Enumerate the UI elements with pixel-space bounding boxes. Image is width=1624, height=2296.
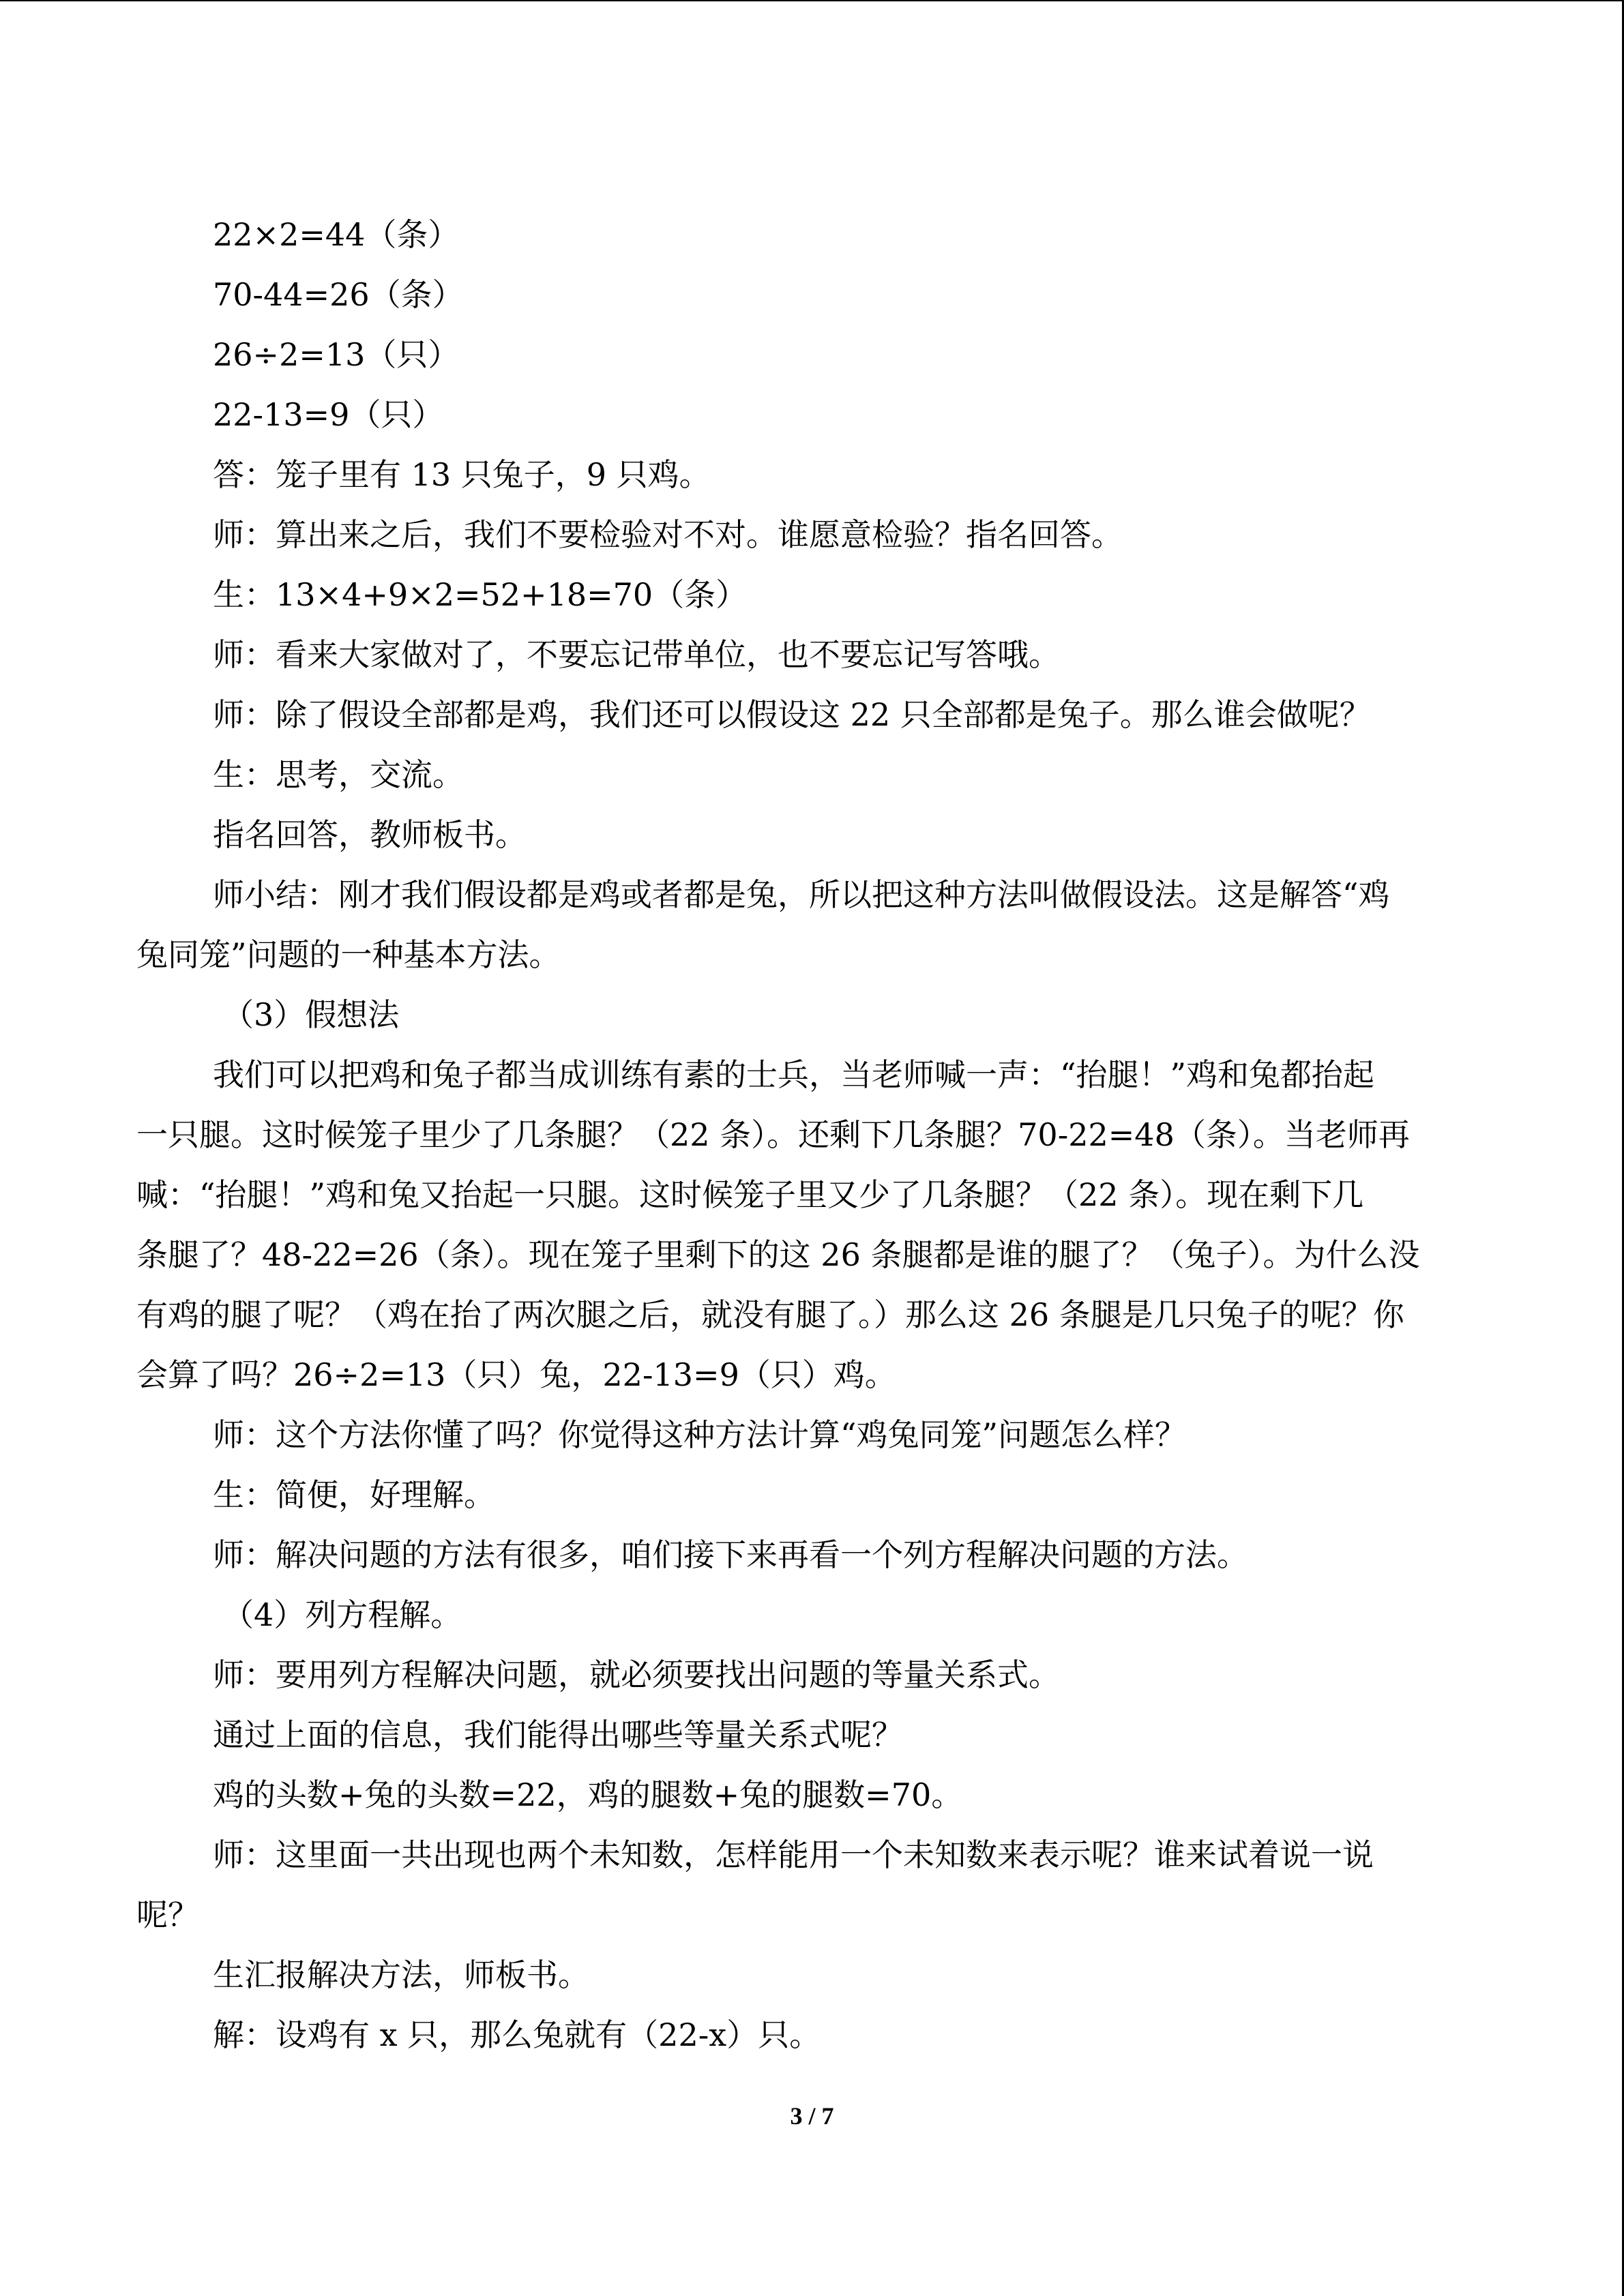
- paragraph-line: 生汇报解决方法，师板书。: [213, 1956, 589, 1993]
- paragraph-line: 呢？: [136, 1896, 199, 1933]
- paragraph-line: 22-13=9（只）: [213, 396, 444, 433]
- paragraph-line: 师：看来大家做对了，不要忘记带单位，也不要忘记写答哦。: [213, 636, 1060, 673]
- paragraph-line: 师：这里面一共出现也两个未知数，怎样能用一个未知数来表示呢？谁来试着说一说: [213, 1836, 1374, 1873]
- paragraph-line: 26÷2=13（只）: [213, 336, 460, 373]
- paragraph-line: 有鸡的腿了呢？（鸡在抬了两次腿之后，就没有腿了。）那么这 26 条腿是几只兔子的呢？你: [136, 1296, 1404, 1333]
- page-top-border: [0, 0, 1624, 1]
- paragraph-line: 师：要用列方程解决问题，就必须要找出问题的等量关系式。: [213, 1656, 1060, 1693]
- paragraph-line: 通过上面的信息，我们能得出哪些等量关系式呢？: [213, 1716, 903, 1753]
- page-number: 3 / 7: [790, 2102, 834, 2130]
- paragraph-line: 喊：“抬腿！”鸡和兔又抬起一只腿。这时候笼子里又少了几条腿？（22 条）。现在剩下几: [136, 1176, 1364, 1213]
- paragraph-line: 师：算出来之后，我们不要检验对不对。谁愿意检验？指名回答。: [213, 516, 1123, 553]
- paragraph-line: 70-44=26（条）: [213, 276, 464, 313]
- paragraph-line: 兔同笼”问题的一种基本方法。: [136, 936, 561, 973]
- section-heading: （4）列方程解。: [222, 1596, 462, 1633]
- paragraph-line: 师：这个方法你懂了吗？你觉得这种方法计算“鸡兔同笼”问题怎么样？: [213, 1416, 1187, 1453]
- paragraph-line: 指名回答，教师板书。: [213, 816, 527, 853]
- paragraph-line: 师：解决问题的方法有很多，咱们接下来再看一个列方程解决问题的方法。: [213, 1536, 1248, 1573]
- paragraph-line: 鸡的头数+兔的头数=22，鸡的腿数+兔的腿数=70。: [213, 1776, 963, 1813]
- paragraph-line: 会算了吗？26÷2=13（只）兔，22-13=9（只）鸡。: [136, 1356, 896, 1393]
- paragraph-line: 生：13×4+9×2=52+18=70（条）: [213, 576, 748, 613]
- paragraph-line: 师小结：刚才我们假设都是鸡或者都是兔，所以把这种方法叫做假设法。这是解答“鸡: [213, 876, 1390, 913]
- paragraph-line: 答：笼子里有 13 只兔子，9 只鸡。: [213, 456, 711, 493]
- paragraph-line: 生：思考，交流。: [213, 756, 464, 793]
- paragraph-line: 生：简便，好理解。: [213, 1476, 495, 1513]
- paragraph-line: 我们可以把鸡和兔子都当成训练有素的士兵，当老师喊一声：“抬腿！”鸡和兔都抬起: [213, 1056, 1375, 1093]
- paragraph-line: 解：设鸡有 x 只，那么兔就有（22-x）只。: [213, 2016, 821, 2053]
- section-heading: （3）假想法: [222, 996, 400, 1033]
- paragraph-line: 师：除了假设全部都是鸡，我们还可以假设这 22 只全部都是兔子。那么谁会做呢？: [213, 696, 1371, 733]
- document-body: [136, 205, 1487, 2065]
- paragraph-line: 条腿了？48-22=26（条）。现在笼子里剩下的这 26 条腿都是谁的腿了？（兔子）。为什么没: [136, 1236, 1420, 1273]
- paragraph-line: 一只腿。这时候笼子里少了几条腿？（22 条）。还剩下几条腿？70-22=48（条）。当老师再: [136, 1116, 1410, 1153]
- paragraph-line: 22×2=44（条）: [213, 216, 460, 253]
